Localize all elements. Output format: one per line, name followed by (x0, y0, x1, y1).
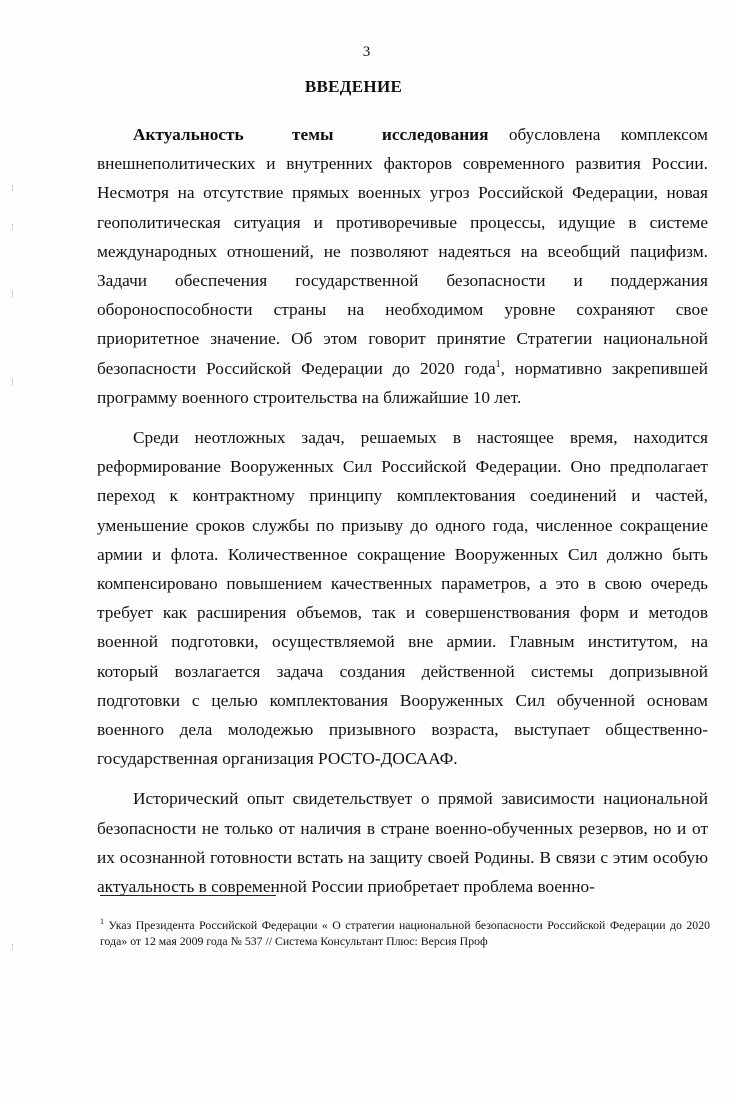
paragraph (97, 120, 708, 412)
footnote (100, 917, 710, 949)
body-text (97, 120, 708, 901)
paragraph-lead: Актуальность темы исследования (133, 125, 489, 144)
scan-artifact: ⁝ (11, 377, 14, 387)
footnote-marker: 1 (100, 917, 104, 926)
footnote-reference[interactable]: 1 (495, 358, 501, 370)
footnote-text: Указ Президента Российской Федерации « О стратегии национальной безопасности Российской Федерации до 2020 года» от 12 мая 2009 года № 537 // Система Консультант Плюс: Версия Проф (100, 918, 710, 948)
paragraph: Среди неотложных задач, решаемых в настоящее время, находится реформирование Вооруженных Сил Российской Федерации. Оно предполагает переход к контрактному принципу комплектования соединений и частей, уменьшение сроков службы по призыву до одного года, численное сокращение армии и флота. Количественное сокращение Вооруженных Сил должно быть компенсировано повышением качественных параметров, а это в свою очередь требует как расширения объемов, так и совершенствования форм и методов военной подготовки, осуществляемой вне армии. Главным институтом, на который возлагается задача создания действенной системы допризывной подготовки с целью комплектования Вооруженных Сил обученной основам военного дела молодежью призывного возраста, выступает общественно-государственная организация РОСТО-ДОСААФ. (97, 428, 708, 769)
scan-artifact: ⁝ (11, 942, 14, 952)
section-heading: ВВЕДЕНИЕ (304, 77, 403, 96)
scan-artifact: ⁝ (11, 183, 14, 193)
footnote-separator (100, 895, 276, 896)
scan-artifact: ⁝ (11, 222, 14, 232)
page-number: 3 (362, 44, 371, 60)
paragraph-text: обусловлена комплексом внешнеполитических и внутренних факторов современного развития России. Несмотря на отсутствие прямых военных угроз Российской Федерации, новая геополитическая ситуация и противоречивые процессы, идущие в системе международных отношений, не позволяют надеяться на всеобщий пацифизм. Задачи обеспечения государственной безопасности и поддержания обороноспособности страны на необходимом уровне сохраняют свое приоритетное значение. Об этом говорит принятие Стратегии национальной безопасности Российской Федерации до 2020 года (97, 125, 708, 378)
paragraph-text: , нормативно закрепившей программу военного строительства на ближайшие 10 лет. (97, 358, 708, 407)
paragraph: Исторический опыт свидетельствует о прямой зависимости национальной безопасности не только от наличия в стране военно-обученных резервов, но и от их осознанной готовности встать на защиту своей Родины. В связи с этим особую актуальность в современной России приобретает проблема военно- (97, 789, 708, 897)
scan-artifact: ⁝ (11, 289, 14, 299)
